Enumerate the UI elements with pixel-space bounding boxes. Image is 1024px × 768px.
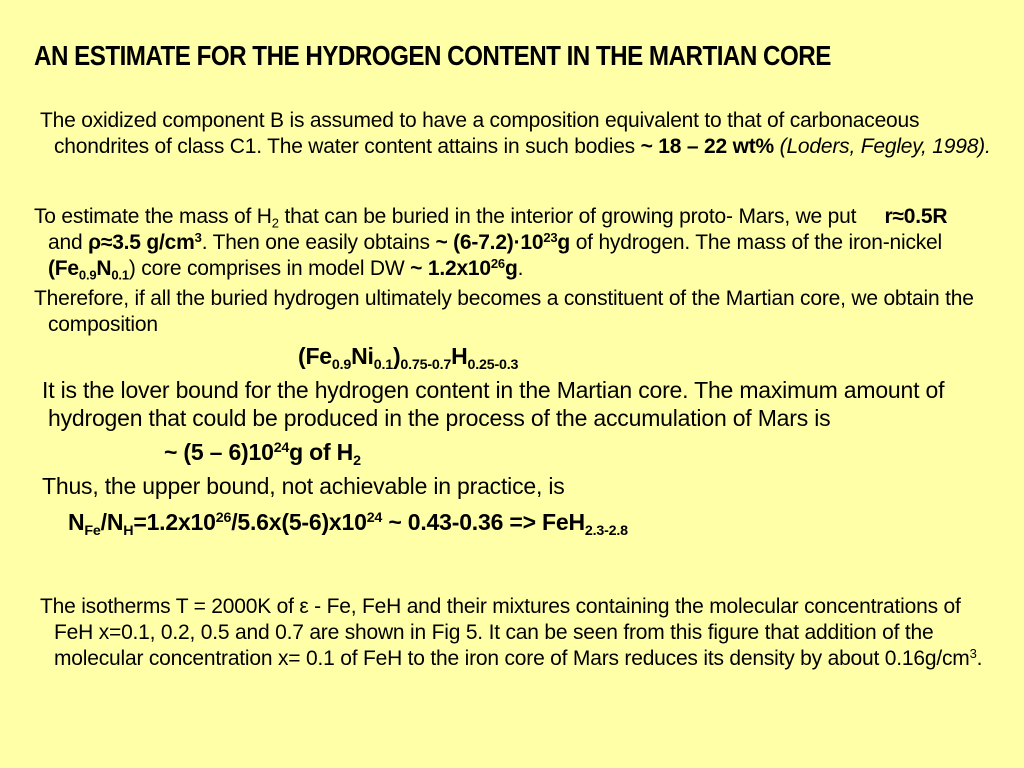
p6-line2: FeH x=0.1, 0.2, 0.5 and 0.7 are shown in Fig 5. It can be seen from this figure that addition of the (54, 621, 934, 644)
slide-title: AN ESTIMATE FOR THE HYDROGEN CONTENT IN THE MARTIAN CORE (34, 40, 831, 71)
paragraph-isotherms (40, 594, 982, 672)
paragraph-upper-bound: Thus, the upper bound, not achievable in practice, is (42, 473, 565, 499)
paragraph-oxidized-component (40, 108, 991, 160)
p2-line1: To estimate the mass of $H_2$ that can be buried in the interior of growing proto- Mars, we put r≈0.5R (34, 205, 948, 231)
p3-line1: Therefore, if all the buried hydrogen ultimately becomes a constituent of the Martian core, we obtain the (34, 287, 974, 310)
formula-hydrogen-max: ~ $(5 - 6)10^{24}g$ of $H_2$ (164, 439, 361, 469)
paragraph-lower-bound (42, 376, 944, 432)
p6-line1: The isotherms T = 2000K of ε - Fe, FeH and their mixtures containing the molecular concentrations of (40, 595, 961, 618)
formula-ratio: $N_{Fe}/N_H=1.2x10^{26}/5.6x(5-6)x10^{24}$ ~ 0.43-0.36 => FeH$_{2.3-2.8}$ (68, 509, 628, 539)
paragraph-hydrogen-mass (34, 204, 947, 282)
p1-line2: chondrites of class C1. The water content attains in such bodies ~ 18 – 22 wt% (Loders, Fegley, 1998). (54, 135, 991, 158)
formula-core-composition: $(Fe_{0.9}Ni_{0.1})_{0.75-0.7}H_{0.25-0.3}$ (298, 343, 519, 373)
paragraph-buried-hydrogen (34, 286, 974, 338)
p4-line1: It is the lover bound for the hydrogen content in the Martian core. The maximum amount of (42, 377, 945, 403)
p2-line3: $(Fe_{0.9}N_{0.1})$ core comprises in model DW ~ $1.2x10^{26}g$. (48, 255, 524, 283)
p6-line3: molecular concentration x= 0.1 of FeH to the iron core of Mars reduces its density by about $0.16g/cm^3$. (54, 645, 983, 670)
p1-line1: The oxidized component B is assumed to have a composition equivalent to that of carbonaceous (40, 109, 920, 132)
p3-line2: composition (48, 313, 158, 336)
p2-line2: and ρ≈3.5 $g/cm^3$. Then one easily obtains ~ $(6-7.2)\cdot 10^{23}g$ of hydrogen. The mass of the iron-nickel (48, 229, 943, 254)
p4-line2: hydrogen that could be produced in the process of the accumulation of Mars is (48, 405, 831, 431)
